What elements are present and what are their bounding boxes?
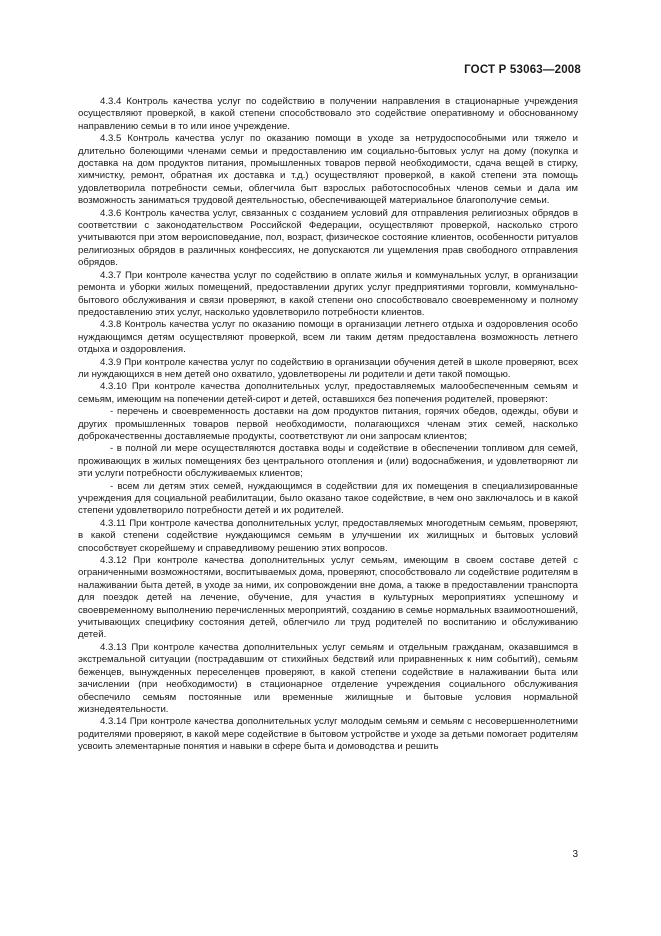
document-body [78,96,578,754]
clause-4-3-6: 4.3.6 Контроль качества услуг, связанных с созданием условий для отправления религиозных обрядов в соответствии с законодательством Российской Федерации, осуществляют проверкой, насколько строго учитываются при этом вероисповедание, пол, возраст, физическое состояние клиентов, особенности ритуалов религиозных обрядов в различных конфессиях, не допускаются ли ущемления прав свободного отправления обрядов. [78,207,578,269]
clause-4-3-8: 4.3.8 Контроль качества услуг по оказанию помощи в организации летнего отдыха и оздоровления особо нуждающимся детям осуществляют проверкой, всем ли таким детям предоставлена возможность летнего отдыха и оздоровления. [78,319,578,356]
clause-4-3-7: 4.3.7 При контроле качества услуг по содействию в оплате жилья и коммунальных услуг, в организации ремонта и уборки жилых помещений, предоставлении других услуг предприятиями торговли, коммунально-бытового обслуживания и связи проверяют, в какой степени оно способствовало своевременному и полному предоставлению этих услуг, насколько удовлетворило потребности клиентов. [78,269,578,318]
clause-4-3-5: 4.3.5 Контроль качества услуг по оказанию помощи в уходе за нетрудоспособными или тяжело и длительно болеющими членами семьи и предоставлению им социально-бытовых услуг на дому (покупка и доставка на дом продуктов питания, промышленных товаров первой необходимости, сдача вещей в стирку, химчистку, ремонт, обратная их доставка и т.д.) осуществляют проверкой, в какой степени эта помощь удовлетворила потребности семьи, облегчила быт взрослых работоспособных членов семьи и дала им возможность заниматься трудовой деятельностью, обеспечивающей материальное благополучие семьи. [78,133,578,207]
clause-4-3-12: 4.3.12 При контроле качества дополнительных услуг семьям, имеющим в своем составе детей с ограниченными возможностями, воспитываемых дома, проверяют, способствовало ли содействие родителям в налаживании быта детей, в уходе за ними, их сопровождении вне дома, а также в предоставлении транспорта для поездок детей на лечение, обучение, для участия в культурных мероприятиях успешному и своевременному выполнению перечисленных мероприятий, созданию в семье нормальных взаимоотношений, учитывающих специфику состояния детей, облегчило ли труд родителей по воспитанию и обслуживанию детей. [78,555,578,641]
clause-4-3-13: 4.3.13 При контроле качества дополнительных услуг семьям и отдельным гражданам, оказавшимся в экстремальной ситуации (пострадавшим от стихийных бедствий или приравненных к ним событий), семьям беженцев, вынужденных переселенцев проверяют, в какой степени содействие в налаживании быта или зачислении (при необходимости) в стационарное отделение учреждения социального обслуживания обеспечило семьям постоянные или временные жилищные и бытовые условия нормальной жизнедеятельности. [78,641,578,715]
clause-4-3-10-item-3: - всем ли детям этих семей, нуждающимся в содействии для их помещения в специализированные учреждения для социальной реабилитации, было оказано такое содействие, в чем оно заключалось и в какой степени удовлетворило потребности детей и их родителей. [78,480,578,517]
clause-4-3-10-item-2: - в полной ли мере осуществляются доставка воды и содействие в обеспечении топливом для семей, проживающих в жилых помещениях без центрального отопления и (или) водоснабжения, и удовлетворяют ли эти услуги потребности обслуживаемых клиентов; [78,443,578,480]
page-number: 3 [572,849,578,860]
clause-4-3-4: 4.3.4 Контроль качества услуг по содействию в получении направления в стационарные учреждения осуществляют проверкой, в какой степени способствовало это содействие оперативному и обоснованному направлению семьи в то или иное учреждение. [78,96,578,132]
clause-4-3-10-item-1: - перечень и своевременность доставки на дом продуктов питания, горячих обедов, одежды, обуви и других промышленных товаров первой необходимости, полагающихся членам этих семей, насколько доброкачественны доставляемые продукты, соответствуют ли они запросам клиентов; [78,406,578,442]
clause-4-3-14: 4.3.14 При контроле качества дополнительных услуг молодым семьям и семьям с несовершеннолетними родителями проверяют, в какой мере содействие в бытовом устройстве и уходе за детьми помогает родителям усвоить элементарные понятия и навыки в сфере быта и домоводства и решить [78,716,578,753]
clause-4-3-9: 4.3.9 При контроле качества услуг по содействию в организации обучения детей в школе проверяют, всех ли нуждающихся в нем детей оно охватило, удовлетворены ли родители и дети такой помощью. [78,356,578,380]
standard-designation: ГОСТ Р 53063—2008 [464,64,581,76]
clause-4-3-11: 4.3.11 При контроле качества дополнительных услуг, предоставляемых многодетным семьям, проверяют, в какой степени содействие нуждающимся семьям в улучшении их жилищных и бытовых условий способствует скорейшему и справедливому решению этих вопросов. [78,517,578,554]
clause-4-3-10: 4.3.10 При контроле качества дополнительных услуг, предоставляемых малообеспеченным семьям и семьям, имеющим на попечении детей-сирот и детей, оставшихся без попечения родителей, проверяют: [78,381,578,405]
